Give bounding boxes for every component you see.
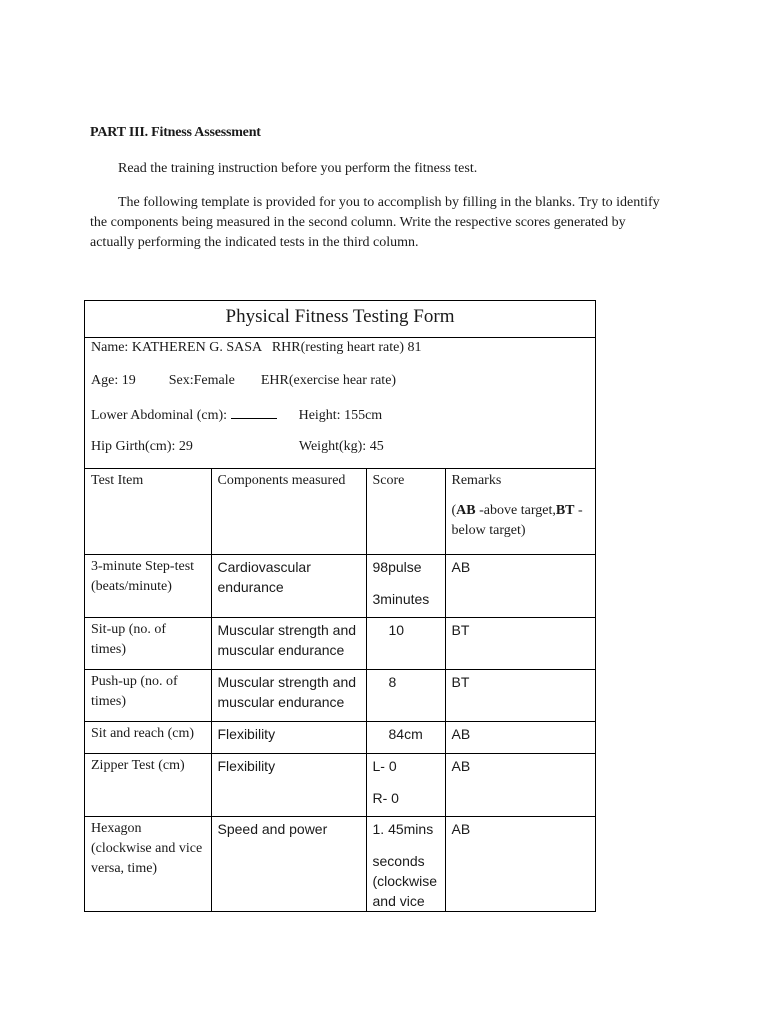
score-cell[interactable] (366, 669, 445, 721)
remarks-bt-abbrev: BT (555, 503, 575, 518)
hip-line (91, 439, 384, 455)
test-item-cell: Sit-up (no. of times) (85, 617, 211, 669)
component-cell[interactable]: Speed and power (211, 816, 366, 911)
table-header-row (85, 469, 595, 554)
header-remarks (445, 469, 595, 554)
score-value: 3minutes (372, 590, 430, 607)
instruction-paragraph: Read the training instruction before you perform the fitness test. (118, 161, 478, 176)
remark-cell[interactable]: AB (445, 753, 595, 816)
test-item-cell: Zipper Test (cm) (85, 753, 211, 816)
component-cell[interactable]: Cardiovascular endurance (211, 554, 366, 617)
age-label: Age: (91, 373, 119, 388)
name-label: Name: (91, 340, 129, 355)
rhr-label: RHR(resting heart rate) (271, 340, 405, 355)
fitness-table (85, 469, 595, 911)
test-item-cell: Push-up (no. of times) (85, 669, 211, 721)
weight-value[interactable]: 45 (369, 439, 384, 454)
table-row (85, 617, 595, 669)
remarks-ab-abbrev: AB (456, 503, 476, 518)
score-value: 84cm (388, 725, 423, 742)
remark-cell[interactable]: AB (445, 554, 595, 617)
test-item-cell: Hexagon (clockwise and vice versa, time) (85, 816, 211, 911)
remark-cell[interactable]: BT (445, 617, 595, 669)
abdominal-line (91, 406, 382, 424)
component-cell[interactable]: Flexibility (211, 721, 366, 753)
section-title: PART III. Fitness Assessment (90, 125, 261, 140)
name-line (91, 340, 422, 356)
score-cell[interactable] (366, 816, 445, 911)
age-value[interactable]: 19 (121, 373, 136, 388)
table-row (85, 753, 595, 816)
ehr-label: EHR(exercise hear rate) (260, 373, 397, 388)
remark-cell[interactable]: BT (445, 669, 595, 721)
component-cell[interactable]: Muscular strength and muscular endurance (211, 617, 366, 669)
name-value[interactable]: KATHEREN G. SASA (131, 340, 262, 355)
score-value: 1. 45mins (372, 820, 434, 837)
hip-label: Hip Girth(cm): (91, 439, 176, 454)
score-value: 10 (388, 621, 405, 638)
height-value[interactable]: 155cm (344, 408, 383, 423)
table-row (85, 816, 595, 911)
template-paragraph: The following template is provided for you to accomplish by filling in the blanks. Try to identify the components being measured in the second column. Write the respective scores generated by actually performing the indicated tests in the third column. (90, 195, 660, 250)
rhr-value[interactable]: 81 (407, 340, 422, 355)
header-score: Score (366, 469, 445, 554)
fitness-testing-form (84, 300, 596, 912)
sex-label: Sex: (168, 373, 194, 388)
age-line (91, 373, 396, 389)
score-value: R- 0 (372, 789, 399, 806)
score-cell[interactable] (366, 617, 445, 669)
personal-info-section (85, 338, 595, 469)
score-value: seconds (clockwise and vice (372, 852, 438, 909)
score-cell[interactable] (366, 721, 445, 753)
score-value: L- 0 (372, 757, 397, 774)
remark-cell[interactable]: AB (445, 816, 595, 911)
score-value: 98pulse (372, 558, 422, 575)
score-value: 8 (388, 673, 397, 690)
header-components: Components measured (211, 469, 366, 554)
component-cell[interactable]: Muscular strength and muscular endurance (211, 669, 366, 721)
table-row (85, 554, 595, 617)
remarks-note: (AB -above target,BT - below target) (451, 503, 583, 538)
table-row (85, 721, 595, 753)
height-label: Height: (298, 408, 341, 423)
lower-abdominal-label: Lower Abdominal (cm): (91, 408, 228, 423)
header-test-item: Test Item (85, 469, 211, 554)
test-item-cell: 3-minute Step-test (beats/minute) (85, 554, 211, 617)
component-cell[interactable]: Flexibility (211, 753, 366, 816)
sex-value[interactable]: Female (193, 373, 235, 388)
remark-cell[interactable]: AB (445, 721, 595, 753)
test-item-cell: Sit and reach (cm) (85, 721, 211, 753)
hip-value[interactable]: 29 (178, 439, 193, 454)
lower-abdominal-blank[interactable] (231, 406, 277, 419)
score-cell[interactable] (366, 554, 445, 617)
score-cell[interactable] (366, 753, 445, 816)
table-row (85, 669, 595, 721)
weight-label: Weight(kg): (298, 439, 367, 454)
form-title: Physical Fitness Testing Form (85, 301, 595, 338)
remarks-title: Remarks (451, 473, 502, 488)
